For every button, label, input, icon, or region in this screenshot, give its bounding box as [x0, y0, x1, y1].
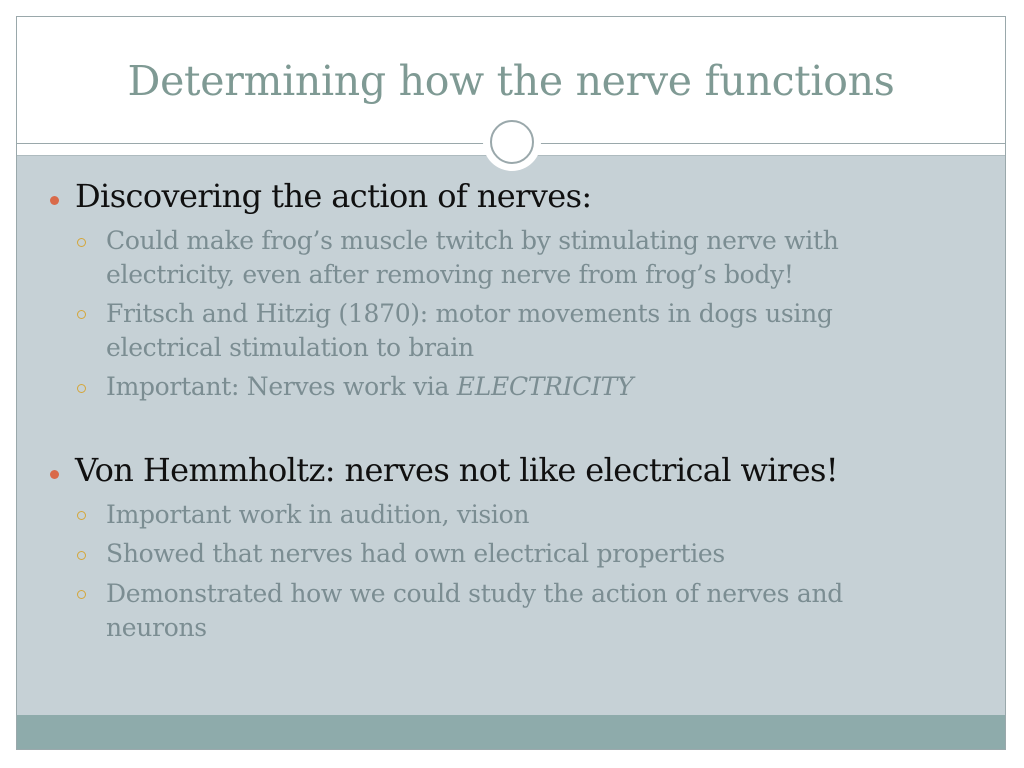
hollow-circle-bullet-icon [77, 590, 86, 599]
list-item-line: Fritsch and Hitzig (1870): motor movements in dogs using [106, 299, 833, 328]
list-item-line: Important work in audition, vision [106, 500, 530, 529]
hollow-circle-bullet-icon [77, 511, 86, 520]
section-heading: Von Hemmholtz: nerves not like electrical wires! [75, 451, 839, 489]
list-item-line: Showed that nerves had own electrical properties [106, 539, 725, 568]
filled-circle-bullet-icon [50, 470, 59, 479]
list-item-line [106, 370, 633, 404]
hollow-circle-bullet-icon [77, 310, 86, 319]
list-item-line: electricity, even after removing nerve from frog’s body! [106, 260, 794, 289]
section-heading: Discovering the action of nerves: [75, 177, 592, 215]
slide [16, 16, 1006, 750]
hollow-circle-bullet-icon [77, 384, 86, 393]
hollow-circle-bullet-icon [77, 551, 86, 560]
slide-title: Determining how the nerve functions [127, 57, 895, 105]
footer-bar [17, 715, 1005, 750]
filled-circle-bullet-icon [50, 196, 59, 205]
emphasis-text: ELECTRICITY [456, 372, 634, 401]
hollow-circle-bullet-icon [77, 238, 86, 247]
list-item-line: electrical stimulation to brain [106, 333, 474, 362]
list-item-line: neurons [106, 613, 207, 642]
list-item-text: Important: Nerves work via [106, 372, 457, 401]
ring-ornament-icon [490, 120, 534, 164]
list-item-line: Demonstrated how we could study the action of nerves and [106, 579, 843, 608]
list-item-line: Could make frog’s muscle twitch by stimulating nerve with [106, 226, 839, 255]
